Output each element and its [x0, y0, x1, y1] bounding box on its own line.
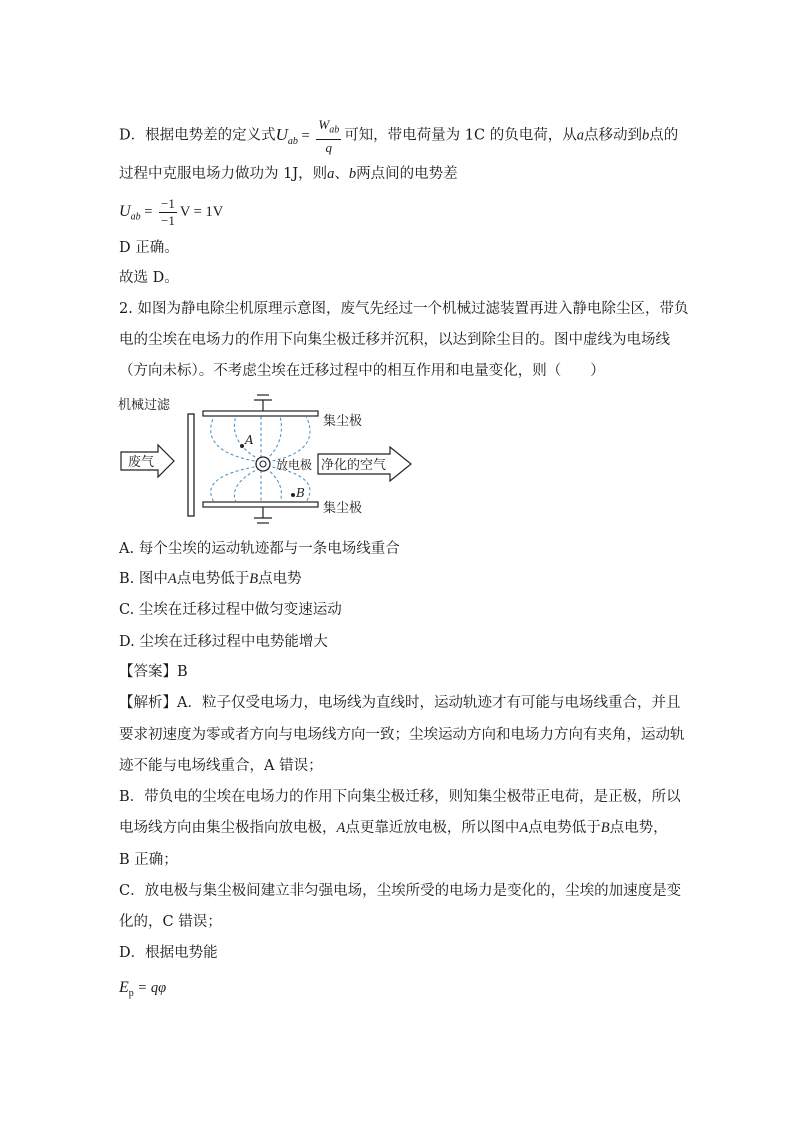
text-fragment: D．根据电势差的定义式 — [119, 127, 276, 144]
q2-stem-3: （方向未标）。不考虑尘埃在迁移过程中的相互作用和电量变化，则（ ） — [119, 363, 605, 379]
label-exhaust: 废气 — [128, 455, 155, 470]
label-clean-air: 净化的空气 — [321, 458, 387, 473]
choose-d: 故选 D。 — [119, 270, 179, 286]
equation-ep: $E_p = q\varphi$ — [119, 979, 167, 999]
discharge-electrode — [256, 457, 270, 471]
q2-stem-1: 2. 如图为静电除尘机原理示意图，废气先经过一个机械过滤装置再进入静电除尘区，带负 — [119, 301, 689, 317]
option-d: D. 尘埃在迁移过程中电势能增大 — [119, 634, 328, 650]
analysis-line-1: 【解析】A．粒子仅受电场力，电场线为直线时，运动轨迹才有可能与电场线重合，并且 — [119, 695, 681, 711]
answer-label: 【答案】B — [119, 664, 188, 680]
collector-plate-top — [203, 411, 318, 416]
analysis-line-5: 电场线方向由集尘极指向放电极，A点更靠近放电极，所以图中A点电势低于B点电势， — [119, 820, 668, 836]
fraction: $\frac{-1}{-1}$ — [161, 196, 175, 228]
option-b: B. 图中A点电势低于B点电势 — [119, 571, 302, 587]
analysis-line-6: B 正确； — [119, 852, 178, 868]
label-a: A — [245, 433, 254, 447]
equation-uab: $U_{ab}$ = $\frac{-1}{-1}$ V = 1V — [119, 196, 224, 228]
label-filter: 机械过滤 — [118, 398, 171, 413]
analysis-line-2: 要求初速度为零或者方向与电场线方向一致；尘埃运动方向和电场力方向有夹角，运动轨 — [119, 727, 685, 743]
d-option-line-1: D．根据电势差的定义式$U_{ab}$ = $\frac{W_{ab}}{q}$ 可知，带电荷量为 1C 的负电荷，从a点移动到b点的 — [119, 117, 679, 155]
analysis-line-9: D．根据电势能 — [119, 945, 218, 961]
label-collector-bottom: 集尘极 — [323, 501, 363, 516]
point-b — [291, 493, 295, 497]
label-electrode: 放电极 — [276, 458, 313, 472]
fraction: $\frac{W_{ab}}{q}$ — [318, 117, 340, 155]
collector-plate-bottom — [203, 502, 318, 507]
electrostatic-precipitator-diagram — [118, 392, 418, 532]
analysis-line-4: B．带负电的尘埃在电场力的作用下向集尘极迁移，则知集尘极带正电荷，是正极，所以 — [119, 789, 681, 805]
filter-plate — [188, 414, 194, 516]
formula-ud: $U_{ab}$ = $\frac{W_{ab}}{q}$ — [275, 117, 340, 155]
option-a: A. 每个尘埃的运动轨迹都与一条电场线重合 — [119, 541, 400, 557]
ground-top — [254, 395, 272, 411]
option-c: C. 尘埃在迁移过程中做匀变速运动 — [119, 602, 342, 618]
analysis-line-8: 化的，C 错误； — [119, 914, 222, 930]
d-correct: D 正确。 — [119, 240, 179, 256]
label-collector-top: 集尘极 — [323, 414, 363, 429]
point-a — [240, 444, 244, 448]
ground-bottom — [254, 507, 272, 523]
analysis-line-3: 迹不能与电场线重合，A 错误； — [119, 758, 323, 774]
analysis-line-7: C．放电极与集尘极间建立非匀强电场，尘埃所受的电场力是变化的，尘埃的加速度是变 — [119, 883, 682, 899]
q2-stem-2: 电的尘埃在电场力的作用下向集尘极迁移并沉积，以达到除尘目的。图中虚线为电场线 — [119, 332, 670, 348]
label-b: B — [296, 486, 305, 500]
d-option-line-2: 过程中克服电场力做功为 1J，则a、b两点间的电势差 — [119, 166, 458, 182]
